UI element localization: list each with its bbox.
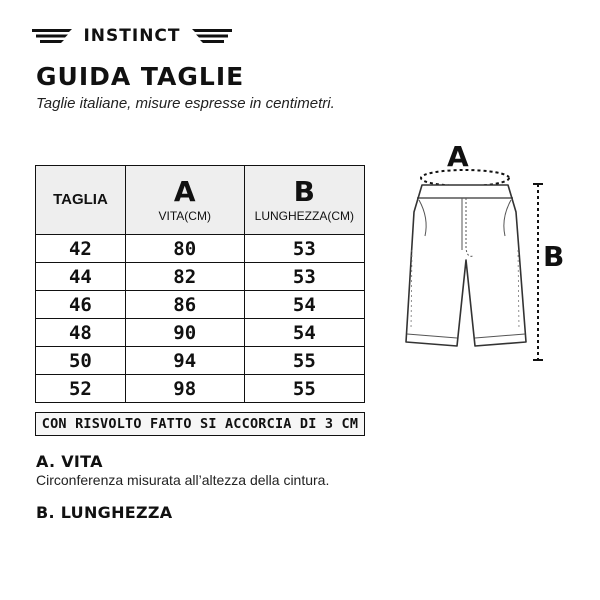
table-row xyxy=(36,291,365,319)
cell-lunghezza: 55 xyxy=(244,375,364,403)
header-lunghezza xyxy=(244,166,364,235)
brand-name: INSTINCT xyxy=(83,26,181,46)
measurement-diagram xyxy=(395,140,585,370)
size-table xyxy=(35,165,365,403)
table-header-row xyxy=(36,166,365,235)
shorts-icon xyxy=(395,140,585,370)
table-row xyxy=(36,319,365,347)
section-lunghezza-title: B. LUNGHEZZA xyxy=(36,503,173,522)
cell-vita: 94 xyxy=(125,347,244,375)
cell-vita: 86 xyxy=(125,291,244,319)
section-vita-title: A. VITA xyxy=(36,452,103,471)
diagram-label-b: B xyxy=(543,240,565,273)
cell-lunghezza: 53 xyxy=(244,263,364,291)
header-taglia xyxy=(36,166,126,235)
header-taglia-label: TAGLIA xyxy=(53,191,108,208)
cell-vita: 90 xyxy=(125,319,244,347)
cell-taglia: 52 xyxy=(36,375,126,403)
length-measure-line xyxy=(533,184,543,360)
cell-taglia: 48 xyxy=(36,319,126,347)
header-lunghezza-label: LUNGHEZZA(CM) xyxy=(254,209,354,223)
brand-logo xyxy=(32,24,232,48)
waist-measure-ellipse xyxy=(421,170,509,186)
cell-lunghezza: 54 xyxy=(244,291,364,319)
logo-wing-left-icon xyxy=(32,28,72,44)
header-vita xyxy=(125,166,244,235)
header-vita-label: VITA(CM) xyxy=(158,209,211,223)
cell-taglia: 46 xyxy=(36,291,126,319)
table-row xyxy=(36,375,365,403)
cell-vita: 80 xyxy=(125,235,244,263)
table-row xyxy=(36,235,365,263)
cell-taglia: 50 xyxy=(36,347,126,375)
cell-taglia: 44 xyxy=(36,263,126,291)
cell-taglia: 42 xyxy=(36,235,126,263)
header-vita-letter: A xyxy=(173,175,196,208)
cell-vita: 98 xyxy=(125,375,244,403)
cell-lunghezza: 54 xyxy=(244,319,364,347)
section-vita-text: Circonferenza misurata all’altezza della cintura. xyxy=(36,472,330,488)
header-lunghezza-letter: B xyxy=(293,175,315,208)
cell-lunghezza: 53 xyxy=(244,235,364,263)
shorts-outline xyxy=(406,185,526,346)
logo-wing-right-icon xyxy=(192,28,232,44)
table-row xyxy=(36,263,365,291)
page-title: GUIDA TAGLIE xyxy=(36,62,245,91)
cell-lunghezza: 55 xyxy=(244,347,364,375)
cell-vita: 82 xyxy=(125,263,244,291)
table-row xyxy=(36,347,365,375)
page-subtitle: Taglie italiane, misure espresse in centimetri. xyxy=(36,95,335,112)
diagram-label-a: A xyxy=(447,140,469,173)
cuff-note: CON RISVOLTO FATTO SI ACCORCIA DI 3 CM xyxy=(35,412,365,436)
